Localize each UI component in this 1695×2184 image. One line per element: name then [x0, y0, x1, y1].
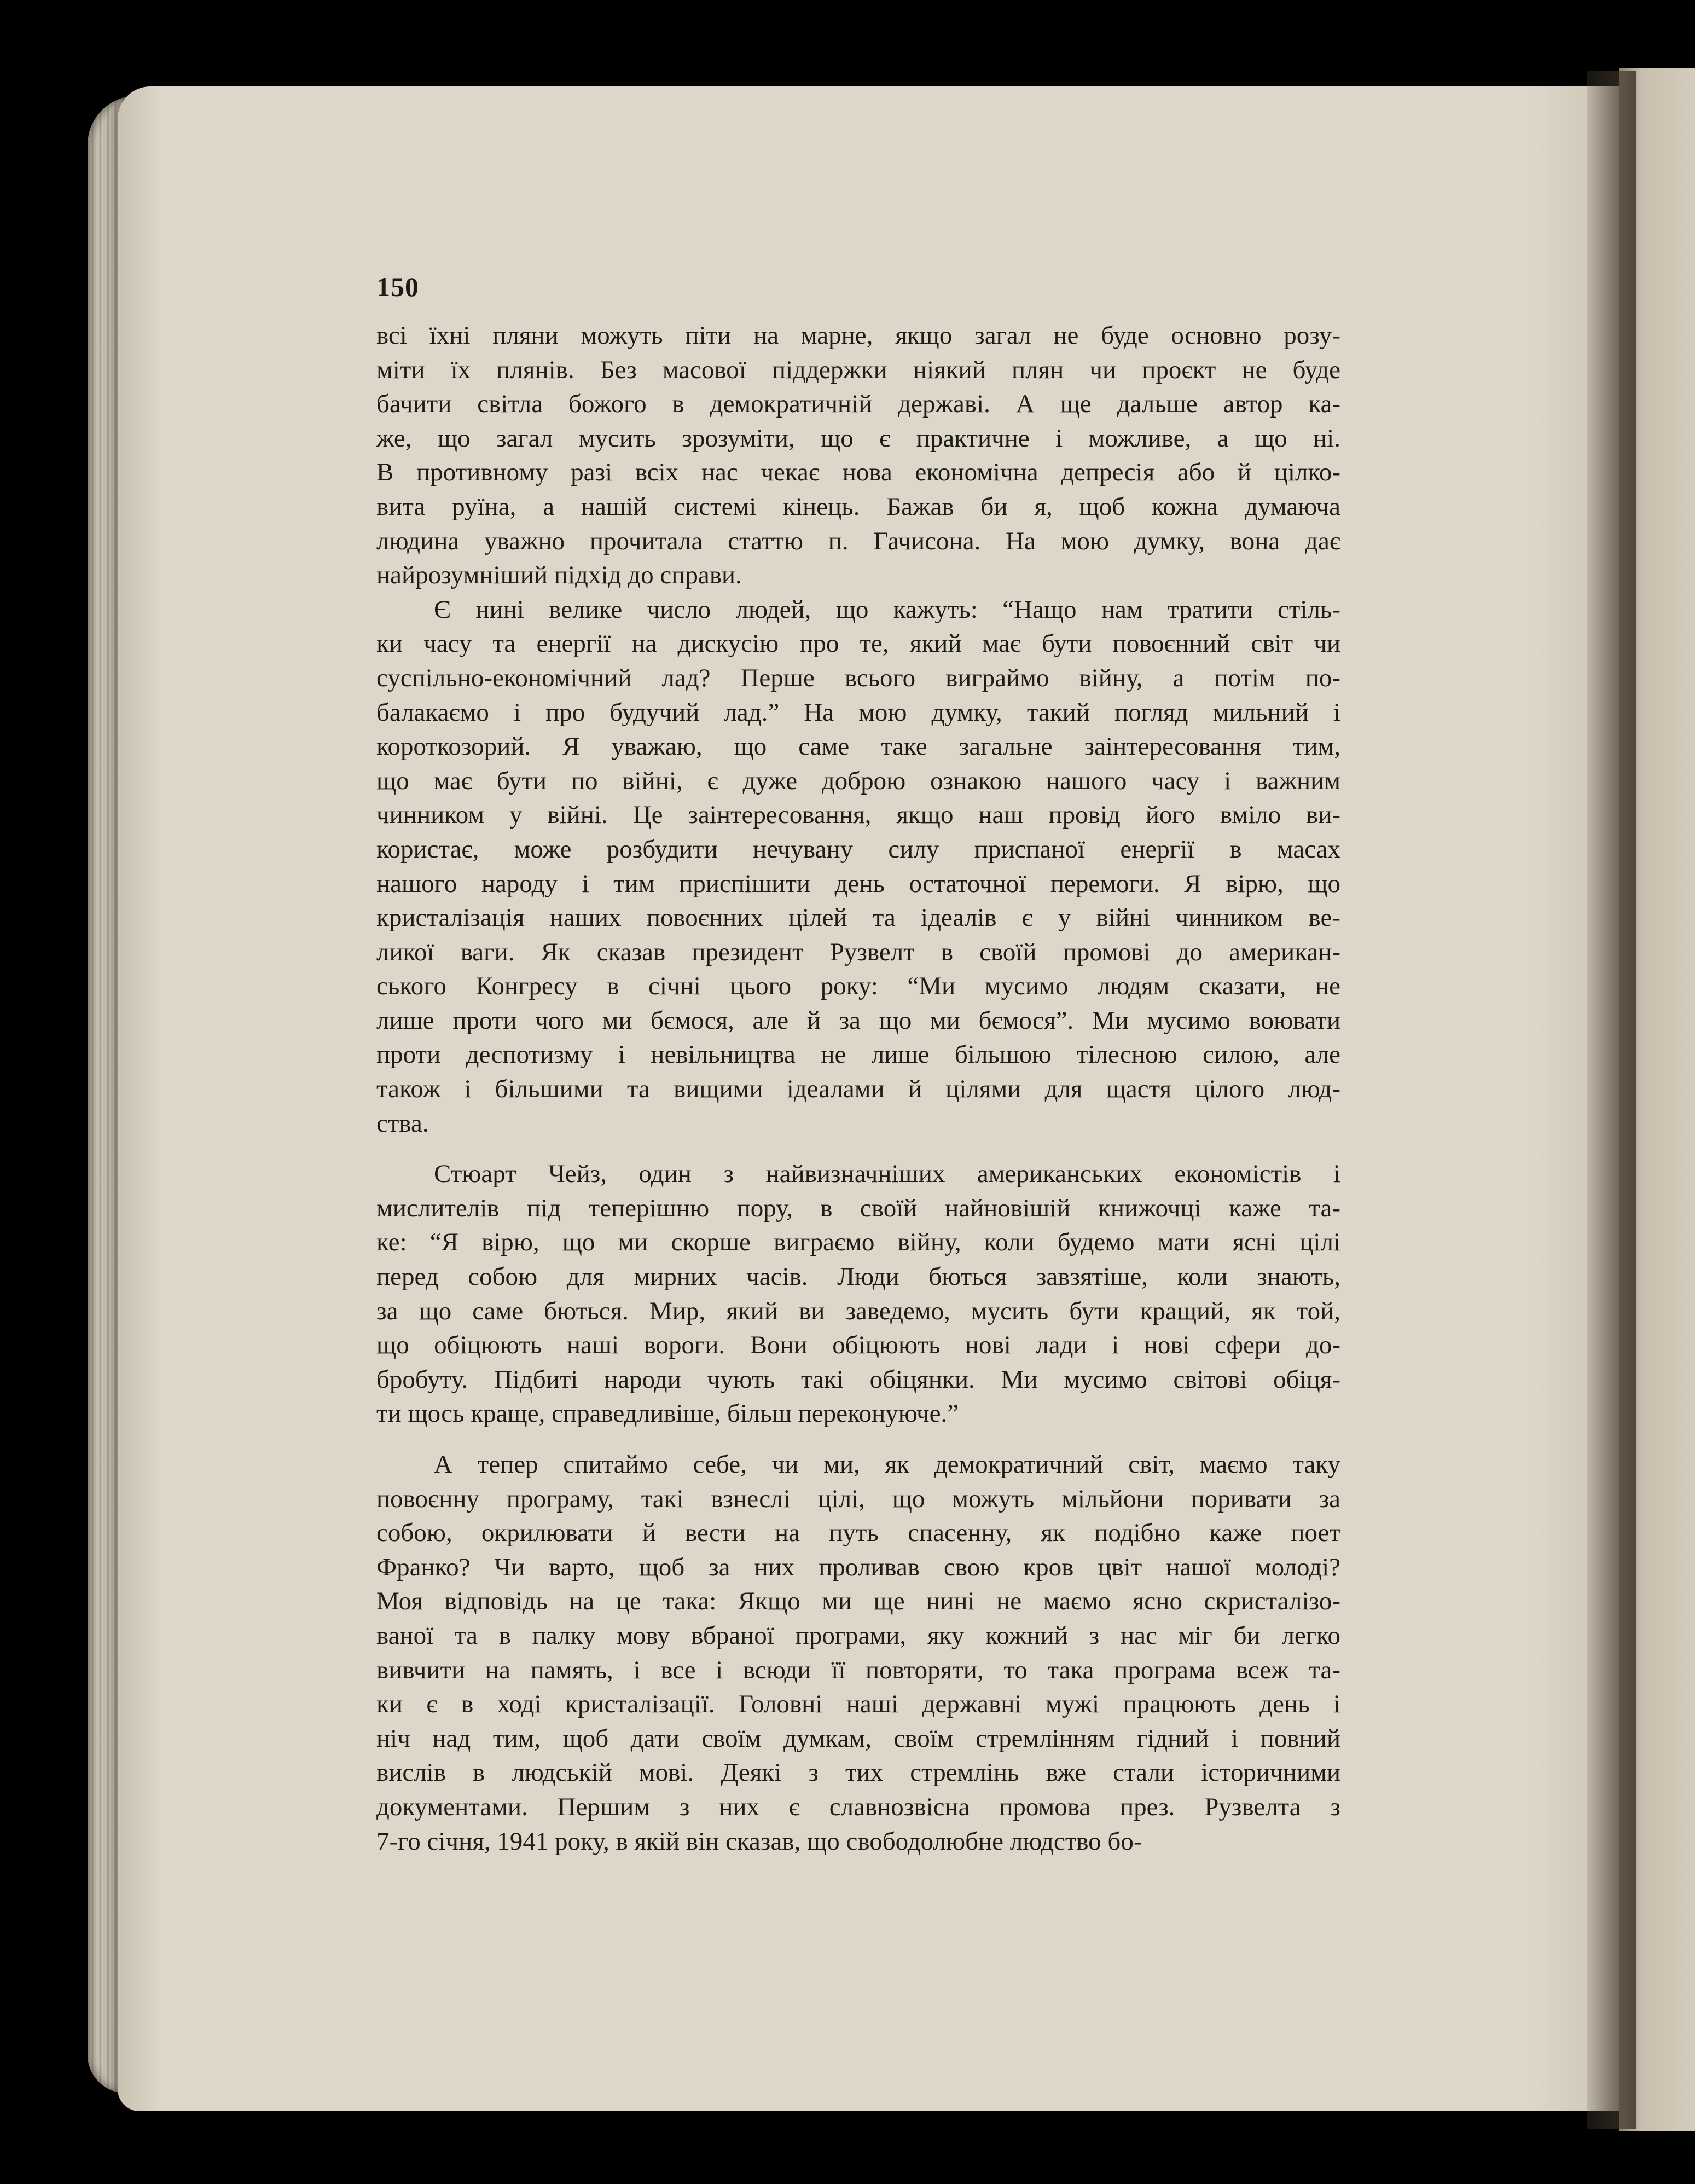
body-text: [376, 318, 1340, 1858]
text-line: документами. Першим з них є славнозвісна промова през. Рузвелта з: [376, 1792, 1340, 1821]
text-line: ваної та в палку мову вбраної програми, яку кожний з нас міг би легко: [376, 1621, 1340, 1650]
text-line: також і більшими та вищими ідеалами й цілями для щастя цілого люд-: [376, 1075, 1340, 1104]
text-line: ки є в ході кристалізації. Головні наші державні мужі працюють день і: [376, 1690, 1340, 1719]
text-line: ського Конгресу в січні цього року: “Ми мусимо людям сказати, не: [376, 972, 1340, 1001]
text-line: мислителів під теперішню пору, в своїй найновішій книжочці каже та-: [376, 1194, 1340, 1223]
text-line: перед собою для мирних часів. Люди бються завзятіше, коли знають,: [376, 1262, 1340, 1291]
text-line: ки часу та енергії на дискусію про те, який має бути повоєнний світ чи: [376, 629, 1340, 658]
text-line: Франко? Чи варто, щоб за них проливав свою кров цвіт нашої молоді?: [376, 1552, 1340, 1581]
text-line: короткозорий. Я уважаю, що саме таке загальне заінтересовання тим,: [376, 732, 1340, 761]
text-line: ке: “Я вірю, що ми скорше виграємо війну, коли будемо мати ясні цілі: [376, 1228, 1340, 1257]
text-line: людина уважно прочитала статтю п. Гачисона. На мою думку, вона дає: [376, 526, 1340, 555]
book-gutter: [1587, 71, 1636, 2129]
text-line: лише проти чого ми бємося, але й за що ми бємося”. Ми мусимо воювати: [376, 1006, 1340, 1035]
paragraph: [376, 1157, 1340, 1431]
text-line: міти їх плянів. Без масової піддержки ніякий плян чи проєкт не буде: [376, 355, 1340, 384]
text-line: ства.: [376, 1109, 429, 1138]
paragraph: [376, 1447, 1340, 1858]
text-line: же, що загал мусить зрозуміти, що є практичне і можливе, а що ні.: [376, 424, 1340, 453]
text-line: ти щось краще, справедливіше, більш переконуюче.”: [376, 1399, 959, 1428]
text-line: вита руїна, а нашій системі кінець. Бажав би я, щоб кожна думаюча: [376, 492, 1340, 521]
paragraph-gap: [376, 1431, 1340, 1447]
text-line: вислів в людській мові. Деякі з тих стремлінь вже стали історичними: [376, 1758, 1340, 1787]
text-line: найрозумніший підхід до справи.: [376, 561, 742, 590]
page-number: 150: [376, 271, 419, 302]
text-line: суспільно-економічний лад? Перше всього виграймо війну, а потім по-: [376, 663, 1340, 692]
text-line: бачити світла божого в демократичній державі. А ще дальше автор ка-: [376, 390, 1340, 419]
text-line: за що саме бються. Мир, який ви заведемо, мусить бути кращий, як той,: [376, 1296, 1340, 1325]
text-line: ликої ваги. Як сказав президент Рузвелт в своїй промові до американ-: [376, 937, 1340, 966]
text-line: балакаємо і про будучий лад.” На мою думку, такий погляд мильний і: [376, 698, 1340, 727]
paragraph: [376, 318, 1340, 593]
paragraph: [376, 593, 1340, 1141]
text-line: А тепер спитаймо себе, чи ми, як демократичний світ, маємо таку: [434, 1450, 1340, 1479]
text-line: В противному разі всіх нас чекає нова економічна депресія або й цілко-: [376, 458, 1340, 487]
text-line: кристалізація наших повоєнних цілей та ідеалів є у війні чинником ве-: [376, 903, 1340, 932]
text-line: чинником у війні. Це заінтересовання, якщо наш провід його вміло ви-: [376, 801, 1340, 830]
text-line: проти деспотизму і невільництва не лише більшою тілесною силою, але: [376, 1040, 1340, 1069]
text-line: повоєнну програму, такі взнеслі цілі, що можуть мільйони поривати за: [376, 1484, 1340, 1513]
text-line: що обіцюють наші вороги. Вони обіцюють нові лади і нові сфери до-: [376, 1331, 1340, 1360]
text-line: Моя відповідь на це така: Якщо ми ще нині не маємо ясно скристалізо-: [376, 1587, 1340, 1616]
text-line: ніч над тим, щоб дати своїм думкам, своїм стремлінням гідний і повний: [376, 1724, 1340, 1753]
text-line: нашого народу і тим приспішити день остаточної перемоги. Я вірю, що: [376, 869, 1340, 898]
text-line: що має бути по війні, є дуже доброю ознакою нашого часу і важним: [376, 766, 1340, 795]
paragraph-gap: [376, 1140, 1340, 1157]
text-line: користає, може розбудити нечувану силу приспаної енергії в масах: [376, 835, 1340, 864]
text-line: Є нині велике число людей, що кажуть: “Нащо нам тратити стіль-: [434, 595, 1340, 624]
text-line: бробуту. Підбиті народи чують такі обіцянки. Ми мусимо світові обіця-: [376, 1365, 1340, 1394]
text-line: вивчити на память, і все і всюди її повторяти, то така програма всеж та-: [376, 1655, 1340, 1684]
text-line: Стюарт Чейз, один з найвизначніших американських економістів і: [434, 1160, 1340, 1189]
text-line: 7-го січня, 1941 року, в якій він сказав, що свободолюбне людство бо-: [376, 1827, 1142, 1856]
text-line: всі їхні пляни можуть піти на марне, якщо загал не буде основно розу-: [376, 321, 1340, 350]
text-line: собою, окрилювати й вести на путь спасенну, як подібно каже поет: [376, 1519, 1340, 1548]
